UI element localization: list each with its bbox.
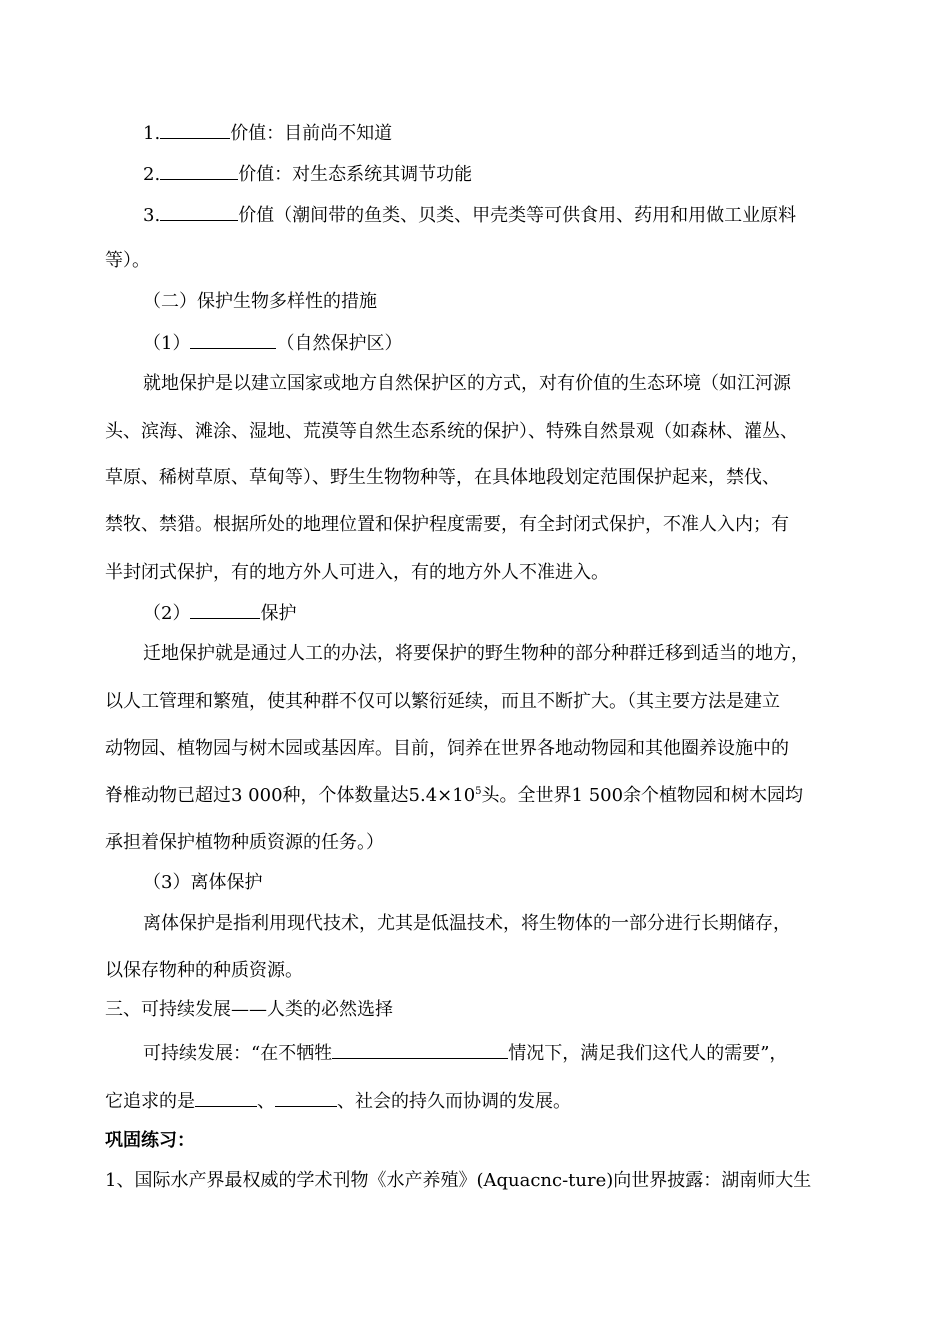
section-heading-measures: （二）保护生物多样性的措施 [143,291,377,312]
measure-3-heading: （3）离体保护 [143,872,263,893]
value-item-3-continued: 等）。 [105,250,150,271]
value-item-3: 3. 价值（潮间带的鱼类、贝类、甲壳类等可供食用、药用和用做工业原料 [143,202,796,228]
fill-blank[interactable] [190,330,276,349]
practice-heading: 巩固练习： [105,1130,195,1151]
paragraph-line: 草原、稀树草原、草甸等）、野生生物物种等，在具体地段划定范围保护起来，禁伐、 [105,467,780,488]
paragraph-line: 动物园、植物园与树木园或基因库。目前，饲养在世界各地动物园和其他圈养设施中的 [105,738,789,759]
measure-2-heading: （2） 保护 [143,600,296,626]
paragraph-line: 离体保护是指利用现代技术，尤其是低温技术，将生物体的一部分进行长期储存， [143,913,791,934]
value-item-1: 1. 价值：目前尚不知道 [143,120,392,146]
fill-blank[interactable] [190,600,260,619]
paragraph-line: 承担着保护植物种质资源的任务。） [105,832,384,853]
paragraph-line: 头、滨海、滩涂、湿地、荒漠等自然生态系统的保护）、特殊自然景观（如森林、灌丛、 [105,421,798,442]
paragraph-line: 以保存物种的种质资源。 [105,960,303,981]
value-item-2: 2. 价值：对生态系统其调节功能 [143,161,472,187]
paragraph-line: 半封闭式保护，有的地方外人可进入，有的地方外人不准进入。 [105,562,609,583]
fill-blank[interactable] [332,1040,508,1059]
fill-blank[interactable] [160,161,238,180]
paragraph-line: 脊椎动物已超过3 000种，个体数量达$5.4\times 10^5$头。全世界1 500余个植物园和树木园均 [105,785,804,806]
question-1: 1、国际水产界最权威的学术刊物《水产养殖》(Aquacnc-ture)向世界披露：湖南师大生 [105,1170,812,1191]
sustain-line-2: 它追求的是 、 、社会的持久而协调的发展。 [105,1088,571,1114]
paragraph-line: 就地保护是以建立国家或地方自然保护区的方式，对有价值的生态环境（如江河源 [143,373,791,394]
fill-blank[interactable] [275,1088,337,1107]
paragraph-line: 禁牧、禁猎。根据所处的地理位置和保护程度需要，有全封闭式保护，不准人入内；有 [105,514,789,535]
sustain-line-1: 可持续发展：“在不牺牲 情况下，满足我们这代人的需要”， [143,1040,787,1066]
fill-blank[interactable] [160,120,230,139]
paragraph-line: 以人工管理和繁殖，使其种群不仅可以繁衍延续，而且不断扩大。（其主要方法是建立 [105,691,780,712]
measure-1-heading: （1） （自然保护区） [143,330,402,356]
fill-blank[interactable] [195,1088,257,1107]
fill-blank[interactable] [160,202,238,221]
paragraph-line: 迁地保护就是通过人工的办法，将要保护的野生物种的部分种群迁移到适当的地方， [143,643,809,664]
section-heading-sustainable: 三、可持续发展——人类的必然选择 [105,999,393,1020]
